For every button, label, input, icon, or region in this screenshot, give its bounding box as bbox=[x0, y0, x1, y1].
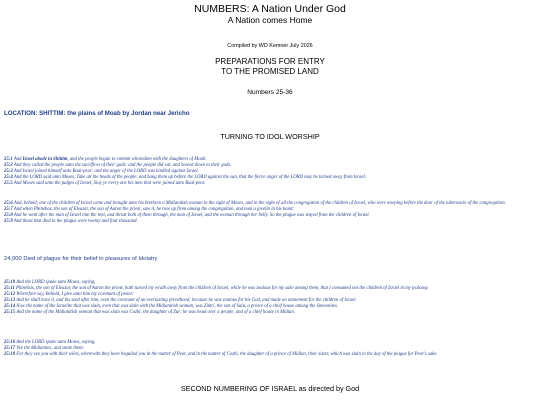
verse-text: And when Phinehas, the son of Eleazar, the son of Aaron the priest, saw it, he rose up from among the congregation, and took a javelin in his hand; bbox=[12, 207, 294, 213]
verse-reference: 25:18 bbox=[4, 352, 16, 358]
verse-text: And Moses said unto the judges of Israel, Slay ye every one his men that were joined unto Baal-peor. bbox=[12, 181, 206, 187]
section-heading-second-numbering: SECOND NUMBERING OF ISRAEL as directed by God bbox=[180, 384, 360, 393]
verse-reference: 25:1 bbox=[4, 157, 13, 162]
verse-highlight: Israel abode in Shittim bbox=[22, 157, 68, 162]
document-title: NUMBERS: A Nation Under God bbox=[194, 3, 346, 15]
preparations-heading-line1: PREPARATIONS FOR ENTRY bbox=[215, 57, 325, 66]
verse-reference: 25:8 bbox=[4, 213, 13, 219]
verse-text: And the name of the Midianitish woman that was slain was Cozbi, the daughter of Zur; he was head over a people, and of a chief house in Midian. bbox=[15, 310, 295, 316]
verse-text: For they vex you with their wiles, wherewith they have beguiled you in the matter of Peor, and in the matter of Cozbi, the daughter of a prince of Midian, their sister, which was slain in the day of the plague for Peor's sake. bbox=[15, 352, 438, 358]
verse-block bbox=[4, 201, 536, 225]
verse-text: And, behold, one of the children of Israel came and brought unto his brethren a Midianitish woman in the sight of Moses, and in the sight of all the congregation of the children of Israel, who were weeping before the door of the tabernacle of the congregation. bbox=[12, 201, 506, 206]
verse-text: , and the people began to commit whoredom with the daughters of Moab. bbox=[67, 157, 207, 162]
verse-reference: 25:11 bbox=[4, 286, 15, 292]
verse-text: And bbox=[12, 157, 23, 162]
verse-reference: 25:15 bbox=[4, 310, 16, 316]
verse-reference: 25:17 bbox=[4, 346, 16, 352]
verse-reference: 25:5 bbox=[4, 181, 13, 187]
verse-text: And the LORD said unto Moses, Take all the heads of the people, and hang them up before the LORD against the sun, that the fierce anger of the LORD may be turned away from Israel. bbox=[12, 175, 367, 181]
chapter-range: Numbers 25-36 bbox=[247, 89, 293, 96]
verse-text: And those that died in the plague were twenty and four thousand. bbox=[12, 219, 138, 225]
verse-text: Wherefore say, Behold, I give unto him my covenant of peace: bbox=[15, 292, 134, 298]
verse-reference: 25:3 bbox=[4, 169, 13, 175]
verse-text: Vex the Midianites, and smite them: bbox=[15, 346, 85, 352]
preparations-heading-line2: TO THE PROMISED LAND bbox=[221, 67, 319, 76]
verse-reference: 25:16 bbox=[4, 340, 16, 345]
verse-line bbox=[4, 310, 536, 316]
verse-block bbox=[4, 157, 536, 187]
verse-text: Phinehas, the son of Eleazar, the son of Aaron the priest, hath turned my wrath away from the children of Israel, while he was zealous for my sake among them, that I consumed not the children of Israel in my jealousy. bbox=[14, 286, 429, 292]
verse-line bbox=[4, 352, 536, 358]
verse-text: And they called the people unto the sacrifices of their gods: and the people did eat, and bowed down to their gods. bbox=[12, 163, 232, 169]
verse-reference: 25:13 bbox=[4, 298, 16, 304]
verse-text: And he shall have it, and his seed after him, even the covenant of an everlasting priesthood; because he was zealous for his God, and made an atonement for the children of Israel. bbox=[15, 298, 357, 304]
verse-reference: 25:9 bbox=[4, 219, 13, 225]
verse-reference: 25:4 bbox=[4, 175, 13, 181]
verse-block bbox=[4, 280, 536, 317]
location-line: LOCATION: SHITTIM: the plains of Moab by Jordan near Jericho bbox=[4, 110, 190, 117]
verse-line bbox=[4, 219, 536, 225]
document-subtitle: A Nation comes Home bbox=[227, 15, 313, 25]
verse-reference: 25:12 bbox=[4, 292, 16, 298]
verse-reference: 25:10 bbox=[4, 280, 16, 285]
verse-line bbox=[4, 181, 536, 187]
verse-reference: 25:6 bbox=[4, 201, 13, 206]
verse-text: And he went after the man of Israel into the tent, and thrust both of them through, the man of Israel, and the woman through her belly. So the plague was stayed from the children of Israel. bbox=[12, 213, 370, 219]
verse-text: And the LORD spake unto Moses, saying, bbox=[15, 340, 96, 345]
verse-text: And Israel joined himself unto Baal-peor: and the anger of the LORD was kindled against Israel. bbox=[12, 169, 199, 175]
verse-reference: 25:7 bbox=[4, 207, 13, 213]
verse-reference: 25:14 bbox=[4, 304, 16, 310]
plague-death-note: 24,000 Died of plague for their belief in pleasures of Idolatry bbox=[4, 256, 158, 262]
compiled-by-note: Compiled by WD Kemner July 2026 bbox=[227, 43, 313, 49]
verse-text: And the LORD spake unto Moses, saying, bbox=[15, 280, 96, 285]
section-heading-idol-worship: TURNING TO IDOL WORSHIP bbox=[220, 132, 320, 141]
verse-text: Now the name of the Israelite that was slain, even that was slain with the Midianitish woman, was Zimri, the son of Salu, a prince of a chief house among the Simeonites. bbox=[15, 304, 339, 310]
verse-block bbox=[4, 340, 536, 358]
verse-reference: 25:2 bbox=[4, 163, 13, 169]
